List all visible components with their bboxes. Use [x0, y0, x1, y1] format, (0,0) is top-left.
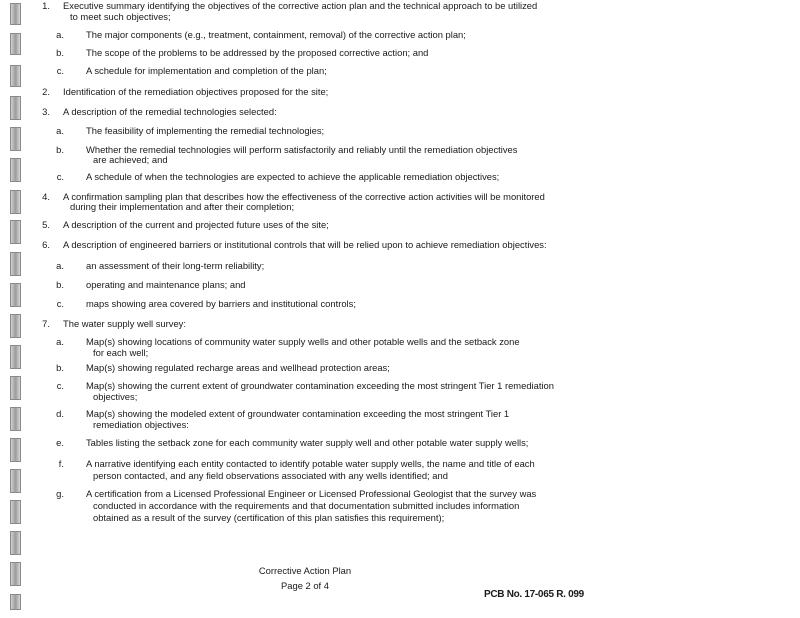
item-text-line: Map(s) showing the current extent of groundwater contamination exceeding the most stringent Tier 1 remediation — [86, 380, 554, 391]
item-number: b. — [56, 144, 64, 155]
item-text-line: A certification from a Licensed Professional Engineer or Licensed Professional Geologist that the survey was — [86, 488, 537, 499]
item-number: a. — [56, 29, 64, 40]
item-text-line: A narrative identifying each entity contacted to identify potable water supply wells, the name and title of each — [86, 458, 535, 469]
item-text-line: person contacted, and any field observations associated with any wells identified; and — [93, 470, 448, 481]
item-text-line: an assessment of their long-term reliability; — [86, 260, 265, 271]
footer-page-number: Page 2 of 4 — [281, 580, 329, 591]
item-number: 5. — [42, 219, 50, 230]
item-text-line: remediation objectives: — [93, 419, 189, 430]
item-text-line: A description of the current and projected future uses of the site; — [63, 219, 329, 230]
item-number: c. — [56, 298, 64, 309]
footer-title: Corrective Action Plan — [258, 565, 352, 576]
item-text-line: A schedule for implementation and completion of the plan; — [86, 65, 327, 76]
item-text-line: objectives; — [93, 391, 138, 402]
item-text-line: Map(s) showing regulated recharge areas and wellhead protection areas; — [86, 362, 390, 373]
item-number: 1. — [42, 0, 50, 11]
item-number: 4. — [42, 191, 50, 202]
item-number: 3. — [42, 106, 50, 117]
item-text-line: Map(s) showing locations of community water supply wells and other potable wells and the setback zone — [86, 336, 520, 347]
item-text-line: Identification of the remediation objectives proposed for the site; — [63, 86, 329, 97]
item-number: b. — [56, 362, 64, 373]
item-number: d. — [56, 408, 64, 419]
item-text-line: The water supply well survey: — [63, 318, 186, 329]
item-text-line: maps showing area covered by barriers and institutional controls; — [86, 298, 356, 309]
item-text-line: A description of engineered barriers or institutional controls that will be relied upon to achieve remediation objectives: — [63, 239, 547, 250]
item-text-line: A schedule of when the technologies are expected to achieve the applicable remediation objectives; — [86, 171, 500, 182]
item-text-line: Executive summary identifying the objectives of the corrective action plan and the technical approach to be utilized — [63, 0, 538, 11]
item-text-line: conducted in accordance with the requirements and that documentation submitted includes information — [93, 500, 520, 511]
item-text-line: The feasibility of implementing the remedial technologies; — [86, 125, 325, 136]
item-text-line: are achieved; and — [93, 154, 168, 165]
item-text-line: Map(s) showing the modeled extent of groundwater contamination exceeding the most stringent Tier 1 — [86, 408, 510, 419]
item-text-line: A description of the remedial technologies selected: — [63, 106, 277, 117]
item-number: 6. — [42, 239, 50, 250]
item-number: a. — [56, 125, 64, 136]
item-text-line: Whether the remedial technologies will perform satisfactorily and reliably until the remediation objectives — [86, 144, 518, 155]
item-number: b. — [56, 279, 64, 290]
item-text-line: A confirmation sampling plan that describes how the effectiveness of the corrective action activities will be monitored — [63, 191, 545, 202]
item-text-line: The major components (e.g., treatment, containment, removal) of the corrective action plan; — [86, 29, 466, 40]
item-number: b. — [56, 47, 64, 58]
item-number: c. — [56, 171, 64, 182]
item-text-line: during their implementation and after their completion; — [70, 201, 295, 212]
item-text-line: operating and maintenance plans; and — [86, 279, 246, 290]
item-number: c. — [56, 380, 64, 391]
item-number: g. — [56, 488, 64, 499]
item-text-line: The scope of the problems to be addressed by the proposed corrective action; and — [86, 47, 429, 58]
item-number: a. — [56, 260, 64, 271]
item-number: 7. — [42, 318, 50, 329]
item-number: c. — [56, 65, 64, 76]
item-number: e. — [56, 437, 64, 448]
case-stamp: PCB No. 17-065 R. 099 — [484, 589, 584, 600]
item-number: a. — [56, 336, 64, 347]
item-number: f. — [58, 458, 64, 469]
item-text-line: Tables listing the setback zone for each community water supply well and other potable water supply wells; — [86, 437, 529, 448]
item-number: 2. — [42, 86, 50, 97]
item-text-line: for each well; — [93, 347, 149, 358]
item-text-line: obtained as a result of the survey (certification of this plan satisfies this requirement); — [93, 512, 445, 523]
item-text-line: to meet such objectives; — [70, 11, 171, 22]
